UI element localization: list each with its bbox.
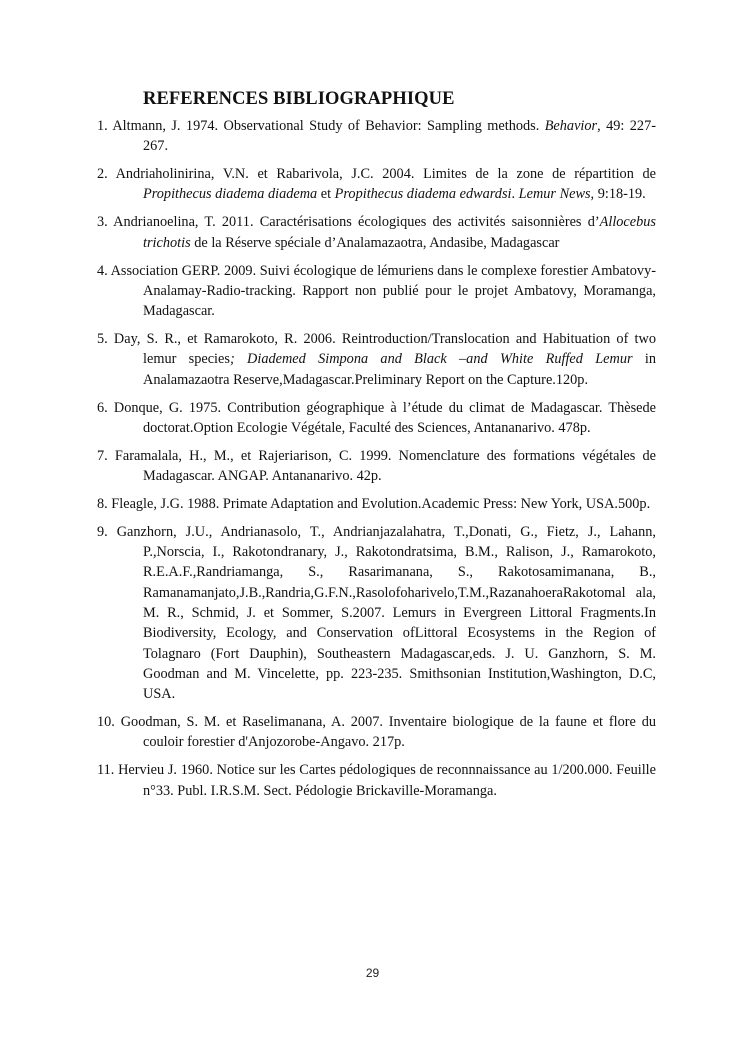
reference-item	[97, 329, 656, 390]
reference-italic: Propithecus diadema diadema	[143, 186, 318, 203]
reference-item	[97, 712, 656, 753]
reference-italic: Lemur News	[518, 186, 591, 203]
reference-text: 10. Goodman, S. M. et Raselimanana, A. 2007. Inventaire biologique de la faune et flore du couloir forestier d'Anjozorobe-Angavo. 217p.	[97, 714, 656, 751]
reference-text: , 9:18-19.	[590, 186, 646, 203]
reference-text: 6. Donque, G. 1975. Contribution géographique à l’étude du climat de Madagascar. Thèsede doctorat.Option Ecologie Végétale, Faculté des Sciences, Antananarivo. 478p.	[97, 399, 656, 436]
reference-italic: ; Diademed Simpona and Black –and White Ruffed Lemur	[229, 351, 633, 368]
reference-text: 3. Andrianoelina, T. 2011. Caractérisations écologiques des activités saisonnières d’	[97, 214, 600, 231]
reference-item	[97, 760, 656, 801]
page-number: 29	[365, 966, 380, 980]
reference-item	[97, 398, 656, 439]
reference-italic: Behavior	[544, 118, 598, 134]
reference-item	[97, 116, 656, 157]
reference-item	[97, 212, 656, 253]
reference-item	[97, 261, 656, 322]
reference-item	[97, 494, 656, 514]
reference-text: de la Réserve spéciale d’Analamazaotra, Andasibe, Madagascar	[190, 234, 560, 251]
reference-italic: Allocebus trichotis	[143, 214, 656, 251]
reference-text: 7. Faramalala, H., M., et Rajeriarison, C. 1999. Nomenclature des formations végétales de Madagascar. ANGAP. Antananarivo. 42p.	[97, 447, 656, 485]
reference-text: 4. Association GERP. 2009. Suivi écologique de lémuriens dans le complexe forestier Ambatovy-Analamay-Radio-tracking. Rapport non publié pour le projet Ambatovy, Moramanga, Madagascar.	[97, 262, 656, 320]
reference-text: .	[511, 186, 519, 203]
reference-text: 9. Ganzhorn, J.U., Andrianasolo, T., Andrianjazalahatra, T.,Donati, G., Fietz, J., Lahann, P.,Norscia, I., Rakotondranary, J., Rakotondratsima, B.M., Ralison, J., Ramarokoto, R.E.A.F.,Randriamanga, S., Rasarimanana, S., Rakotosamimanana, B., Ramanamanjato,J.B.,Randria,G.F.N.,Rasolofoharivelo,T.M.,RazanahoeraRakotomal ala, M. R., Schmid, J. et Sommer, S.2007. Lemurs in Evergreen Littoral Fragments.In Biodiversity, Ecology, and Conservation ofLittoral Ecosystems in the Region of Tolagnaro (Fort Dauphin), Southeastern Madagascar,eds. J. U. Ganzhorn, S. M. Goodman and M. Vincelette, pp. 223-235. Smithsonian Institution,Washington, D.C, USA.	[97, 523, 656, 703]
reference-text: , 49: 227-267.	[143, 118, 656, 155]
reference-item	[97, 164, 656, 205]
reference-item	[97, 522, 656, 705]
reference-text: et	[317, 186, 335, 203]
reference-text: 8. Fleagle, J.G. 1988. Primate Adaptation and Evolution.Academic Press: New York, USA.500p.	[97, 495, 651, 512]
reference-text: 5. Day, S. R., et Ramarokoto, R. 2006. Reintroduction/Translocation and Habituation of two lemur species	[97, 331, 656, 368]
reference-text: 11. Hervieu J. 1960. Notice sur les Cartes pédologiques de reconnnaissance au 1/200.000. Feuille n°33. Publ. I.R.S.M. Sect. Pédologie Brickaville-Moramanga.	[97, 762, 656, 799]
reference-text: 2. Andriaholinirina, V.N. et Rabarivola, J.C. 2004. Limites de la zone de répartition de	[97, 166, 656, 183]
reference-text: 1. Altmann, J. 1974. Observational Study of Behavior: Sampling methods.	[97, 118, 545, 134]
reference-italic: Propithecus diadema edwardsi	[334, 186, 512, 203]
reference-item	[97, 446, 656, 487]
page-title: REFERENCES BIBLIOGRAPHIQUE	[143, 89, 455, 109]
reference-text: in Analamazaotra Reserve,Madagascar.Preliminary Report on the Capture.120p.	[143, 351, 656, 388]
reference-list	[97, 116, 656, 808]
